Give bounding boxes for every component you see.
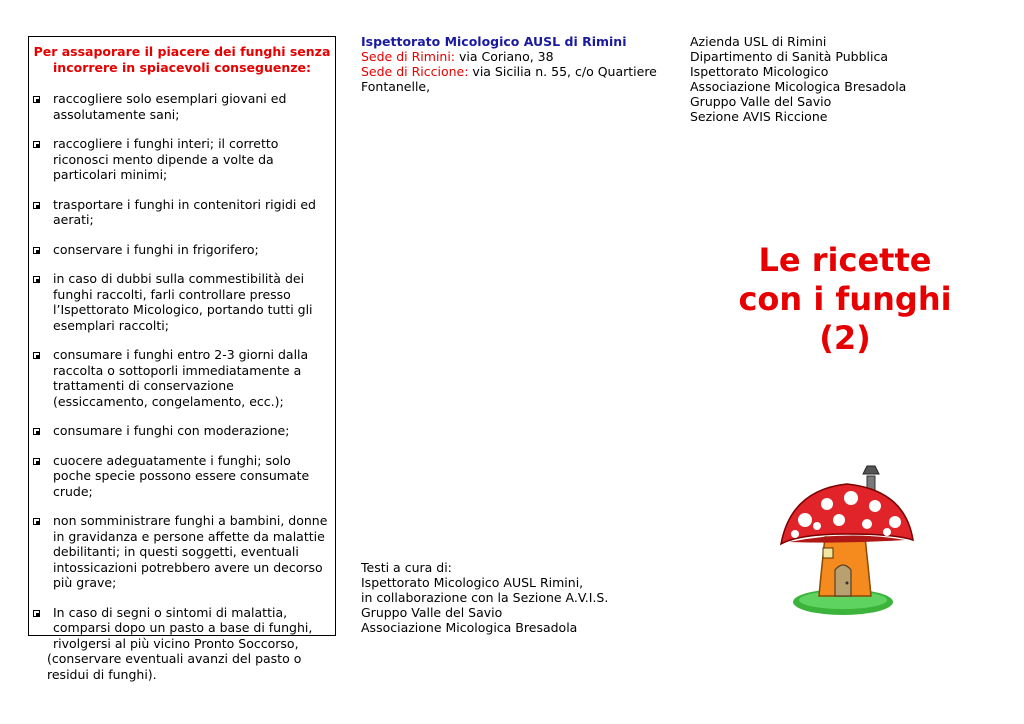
checkbox-bullet-icon	[33, 428, 40, 435]
org-line: Sezione AVIS Riccione	[690, 109, 828, 124]
checkbox-bullet-icon	[33, 247, 40, 254]
tip-item: trasportare i funghi in contenitori rigidi ed aerati;	[30, 197, 330, 228]
org-line: Azienda USL di Rimini	[690, 34, 827, 49]
mushroom-house-icon	[775, 462, 915, 617]
tip-extra-note: (conservare eventuali avanzi del pasto o residui di funghi).	[47, 651, 302, 682]
title-line: (2)	[819, 319, 871, 357]
checkbox-bullet-icon	[33, 96, 40, 103]
tip-item: conservare i funghi in frigorifero;	[30, 242, 330, 258]
riccione-office	[361, 64, 661, 94]
organizations-block	[690, 34, 990, 124]
contact-block	[361, 34, 661, 94]
tip-item: consumare i funghi con moderazione;	[30, 423, 330, 439]
tip-item: consumare i funghi entro 2-3 giorni dalla raccolta o sottoporli immediatamente a trattamenti di conservazione (essiccamento, congelamento, ecc.);	[30, 347, 330, 409]
checkbox-bullet-icon	[33, 518, 40, 525]
inspectorate-heading: Ispettorato Micologico AUSL di Rimini	[361, 34, 627, 49]
credit-line: Ispettorato Micologico AUSL Rimini,	[361, 575, 584, 590]
org-line: Associazione Micologica Bresadola	[690, 79, 907, 94]
checkbox-bullet-icon	[33, 141, 40, 148]
credit-line: Gruppo Valle del Savio	[361, 605, 503, 620]
riccione-address: via Sicilia n. 55, c/o Quartiere Fontanelle,	[361, 64, 657, 94]
title-line: con i funghi	[738, 280, 952, 318]
tip-item: In caso di segni o sintomi di malattia, comparsi dopo un pasto a base di funghi, rivolgersi al più vicino Pronto Soccorso, (conservare eventuali avanzi del pasto o residui di funghi).	[30, 605, 330, 683]
checkbox-bullet-icon	[33, 276, 40, 283]
org-line: Gruppo Valle del Savio	[690, 94, 832, 109]
credit-line: Testi a cura di:	[361, 560, 452, 575]
rimini-office	[361, 49, 661, 64]
checkbox-bullet-icon	[33, 352, 40, 359]
title-line: Le ricette	[758, 241, 932, 279]
credit-line: Associazione Micologica Bresadola	[361, 620, 578, 635]
tip-item: in caso di dubbi sulla commestibilità dei funghi raccolti, farli controllare presso l’Ispettorato Micologico, portando tutti gli esemplari raccolti;	[30, 271, 330, 333]
checkbox-bullet-icon	[33, 610, 40, 617]
riccione-label: Sede di Riccione:	[361, 64, 469, 79]
tips-title: Per assaporare il piacere dei funghi senza incorrere in spiacevoli conseguenze:	[33, 44, 331, 75]
org-line: Ispettorato Micologico	[690, 64, 829, 79]
tips-list	[30, 91, 330, 696]
checkbox-bullet-icon	[33, 202, 40, 209]
tip-item: raccogliere solo esemplari giovani ed assolutamente sani;	[30, 91, 330, 122]
rimini-label: Sede di Rimini:	[361, 49, 456, 64]
org-line: Dipartimento di Sanità Pubblica	[690, 49, 889, 64]
tip-item: raccogliere i funghi interi; il corretto riconosci mento dipende a volte da particolari minimi;	[30, 136, 330, 183]
credit-line: in collaborazione con la Sezione A.V.I.S.	[361, 590, 609, 605]
rimini-address: via Coriano, 38	[455, 49, 554, 64]
brochure-title	[700, 241, 990, 358]
tip-item: non somministrare funghi a bambini, donne in gravidanza e persone affette da malattie debilitanti; in questi soggetti, eventuali intossicazioni potrebbero avere un decorso più grave;	[30, 513, 330, 591]
tip-item: cuocere adeguatamente i funghi; solo poche specie possono essere consumate crude;	[30, 453, 330, 500]
checkbox-bullet-icon	[33, 458, 40, 465]
credits-block	[361, 560, 661, 635]
